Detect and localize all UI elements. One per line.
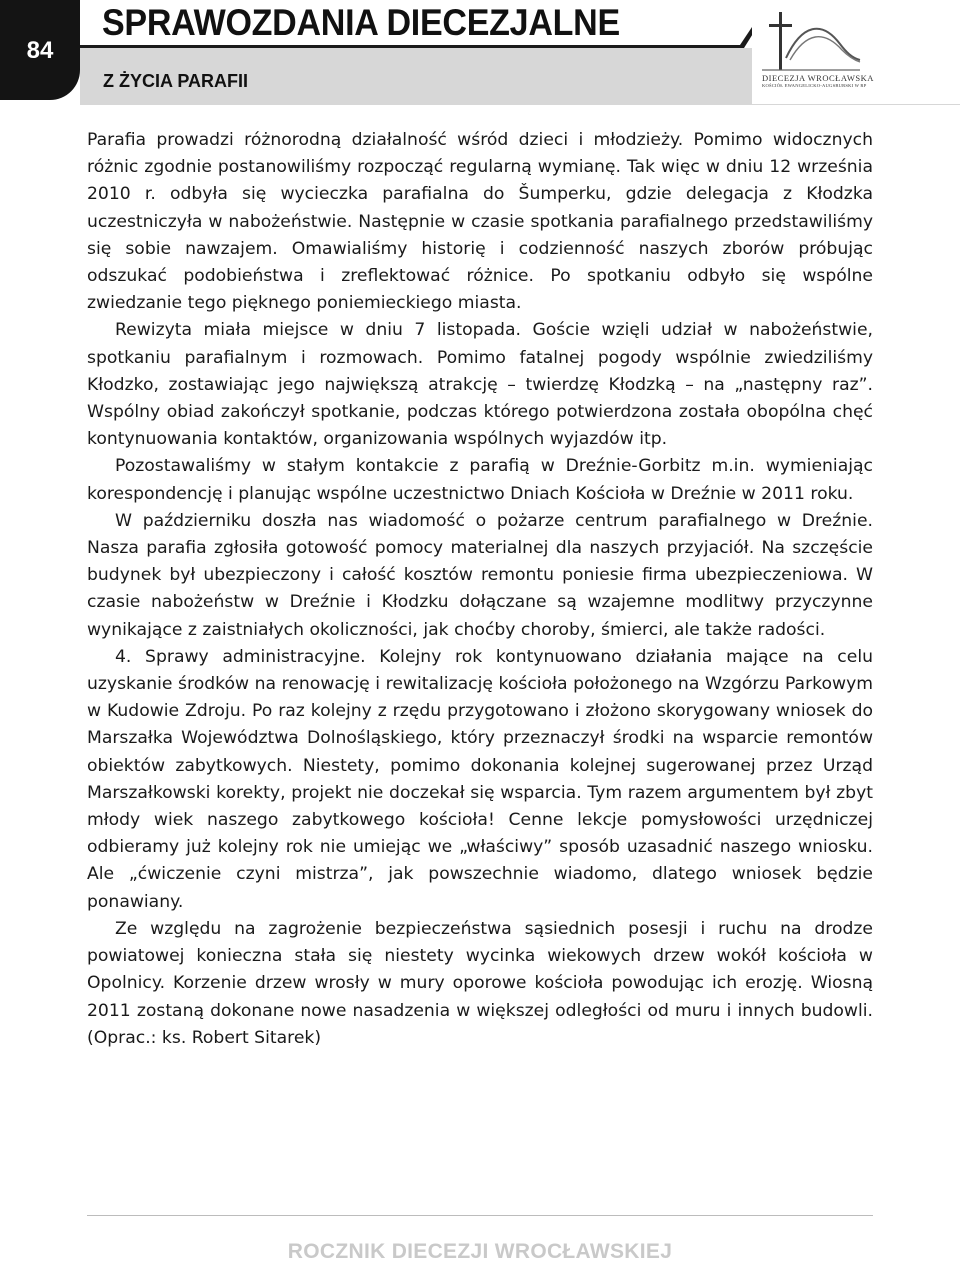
article-paragraph: Pozostawaliśmy w stałym kontakcie z parafią w Dreźnie-Gorbitz m.in. wymieniając korespondencję i planując wspólne uczestnictwo Dniach Kościoła w Dreźnie w 2011 roku. [87, 456, 873, 504]
footer-title: ROCZNIK DIECEZJI WROCŁAWSKIEJ [287, 1240, 673, 1263]
article-paragraph: Parafia prowadzi różnorodną działalność wśród dzieci i młodzieży. Pomimo widocznych różnic zgodnie postanowiliśmy rozpocząć regularną wymianę. Tak więc w dniu 12 września 2010 r. odbyła się wycieczka parafialna do Šumperku, gdzie delegacja z Kłodzka uczestniczyła w nabożeństwie. Następnie w czasie spotkania parafialnego przedstawiliśmy się sobie nawzajem. Omawialiśmy historię i codzienność naszych zborów próbując odszukać podobieństwa i zreflektować różnice. Po spotkaniu odbyło się wspólne zwiedzanie tego pięknego poniemieckiego miasta. [87, 130, 873, 314]
article-paragraph: W październiku doszła nas wiadomość o pożarze centrum parafialnego w Dreźnie. Nasza parafia zgłosiła gotowość pomocy materialnej dla naszych przyjaciół. Na szczęście budynek był ubezpieczony i całość kosztów remontu poniesie firma ubezpieczeniowa. W czasie nabożeństw w Dreźnie i Kłodzku dołączane są wzajemne modlitwy przyczynne wynikające z zaistniałych okoliczności, jak choćby choroby, śmierci, ale także radości. [87, 510, 873, 640]
article-body [87, 127, 873, 1052]
cross-church-logo-icon [756, 10, 864, 74]
section-title: SPRAWOZDANIA DIECEZJALNE [102, 2, 620, 43]
article-paragraph: Ze względu na zagrożenie bezpieczeństwa sąsiednich posesji i ruchu na drodze powiatowej konieczna stała się niestety wycinka wiekowych drzew wokół kościoła w Opolnicy. Korzenie drzew wrosły w mury oporowe kościoła powodując ich erozję. Wiosną 2011 zostaną dokonane nowe nasadzenia w większej odległości od muru i innych budowli. (Oprac.: ks. Robert Sitarek) [87, 918, 873, 1048]
logo-caption [762, 73, 874, 90]
page-number: 84 [26, 37, 54, 64]
article-paragraph: Rewizyta miała miejsce w dniu 7 listopada. Goście wzięli udział w nabożeństwie, spotkaniu parafialnym i rozmowach. Pomimo fatalnej pogody wspólnie zwiedziliśmy Kłodzko, zostawiając jego największą atrakcję – twierdzę Kłodzką – na „następny raz”. Wspólny obiad zakończył spotkanie, podczas którego potwierdzona została obopólna chęć kontynuowania kontaktów, organizowania wspólnych wyjazdów itp. [87, 320, 873, 450]
page-number-tab [0, 0, 80, 100]
article-paragraph: 4. Sprawy administracyjne. Kolejny rok kontynuowano działania mające na celu uzyskanie środków na renowację i rewitalizację kościoła położonego na Wzgórzu Parkowym w Kudowie Zdroju. Po raz kolejny z rzędu przygotowano i złożono skorygowany wniosek do Marszałka Województwa Dolnośląskiego, który przeznaczył środki na wsparcie remontów obiektów zabytkowych. Niestety, pomimo dokonania kolejnej sugerowanej przez Urząd Marszałkowski korekty, projekt nie doczekał się wsparcia. Tym razem argumentem był zbyt młody wiek naszego zabytkowego kościoła! Cenne lekcje pomysłowości urzędniczej odbieramy już kolejny rok nie umiejąc we „właściwy” sposób uzasadnić naszego wniosku. Ale „ćwiczenie czyni mistrza”, jak powszechnie wiadomo, dlatego wniosek będzie ponawiany. [87, 646, 873, 912]
header-rule [80, 45, 744, 48]
logo-line-2: KOŚCIÓŁ EWANGELICKO-AUGSBURSKI W RP [762, 83, 867, 88]
logo-line-1: DIECEZJA WROCŁAWSKA [762, 73, 874, 83]
diocese-logo [752, 0, 960, 104]
footer-rule [87, 1215, 873, 1216]
section-subtitle: Z ŻYCIA PARAFII [103, 71, 248, 91]
